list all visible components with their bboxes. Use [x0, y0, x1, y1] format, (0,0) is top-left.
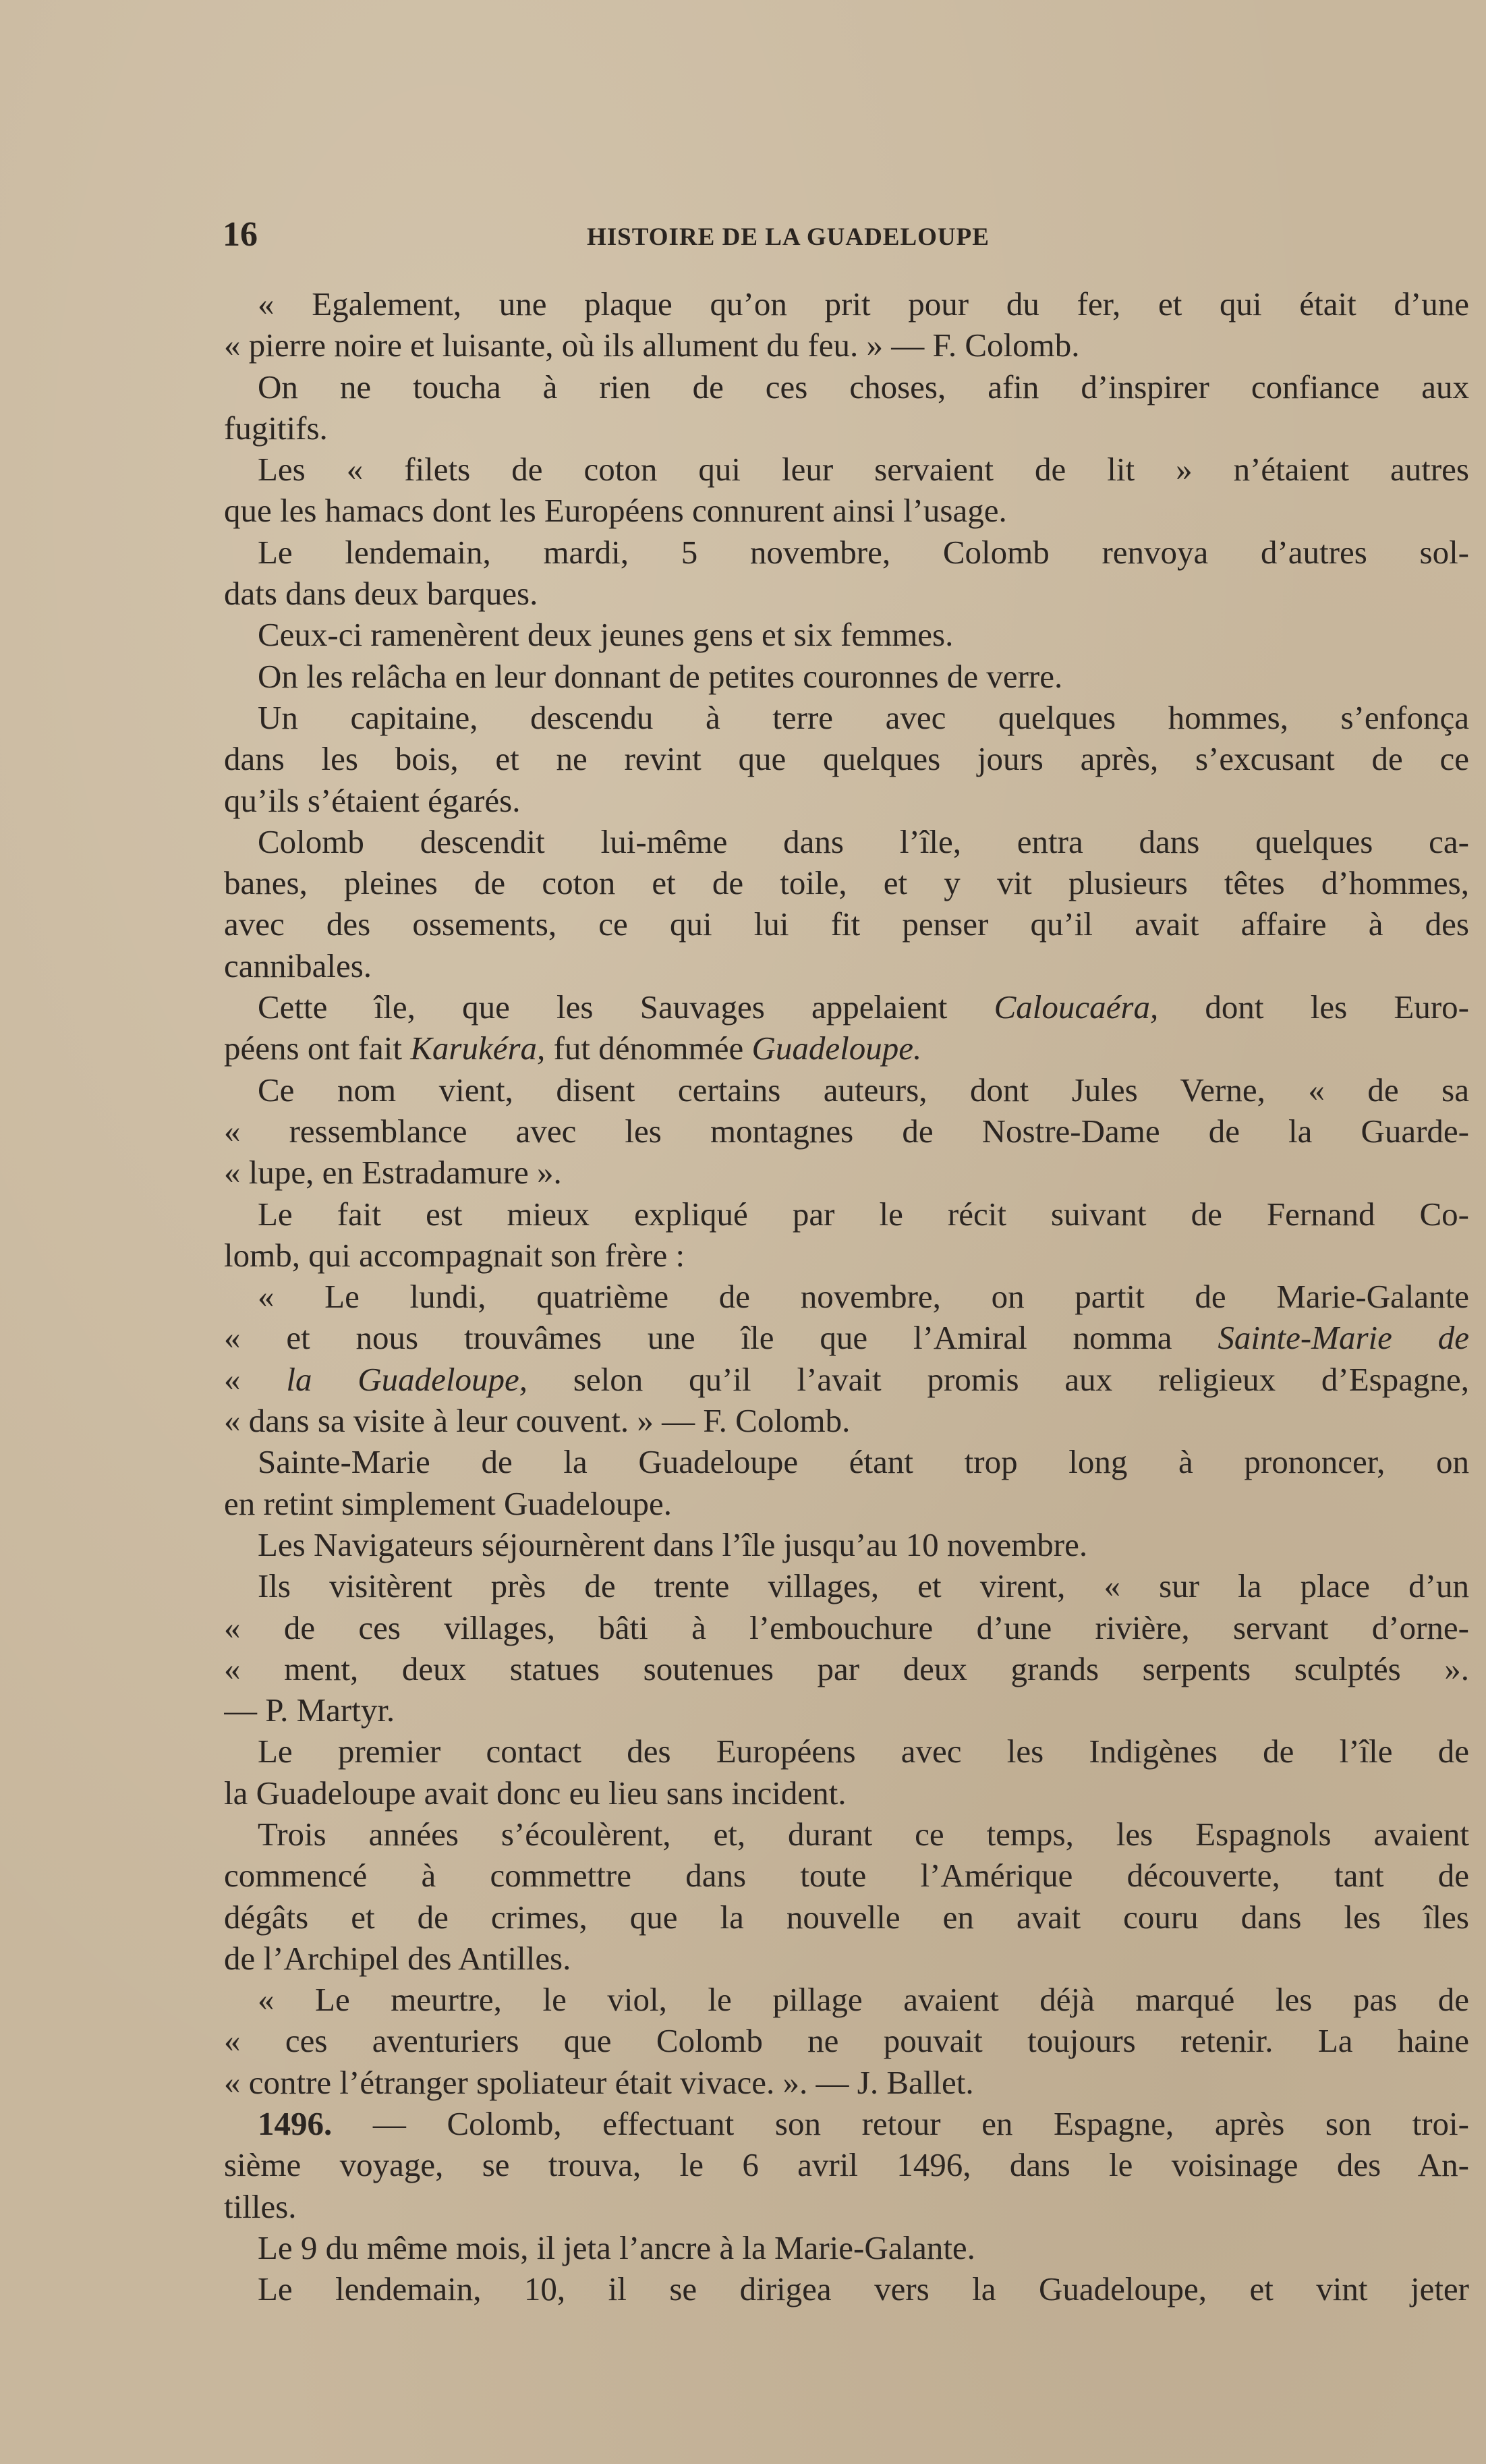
text-line [224, 1028, 1469, 1069]
text-line [224, 780, 1469, 821]
line-text: dats dans deux barques. [224, 575, 538, 613]
text-line [224, 1441, 1469, 1482]
text-line [224, 366, 1469, 408]
text-line [224, 1359, 1469, 1400]
text-line [224, 1069, 1469, 1111]
text-line [224, 1524, 1469, 1565]
text-line [224, 2186, 1469, 2227]
line-text: Un capitaine, descendu à terre avec quelques hommes, s’enfonça [258, 698, 1469, 736]
text-line [224, 903, 1469, 945]
line-text: dans les bois, et ne revint que quelques jours après, s’excusant de ce [224, 740, 1469, 778]
line-text: Les « filets de coton qui leur servaient de lit » n’étaient autres [258, 451, 1469, 488]
text-line [224, 1814, 1469, 1855]
text-line [224, 408, 1469, 449]
text-line [224, 2144, 1469, 2185]
line-text: Le lendemain, mardi, 5 novembre, Colomb renvoya d’autres sol- [258, 533, 1469, 571]
line-text: « et nous trouvâmes une île que l’Amiral nomma [224, 1319, 1218, 1357]
line-text: en retint simplement Guadeloupe. [224, 1484, 673, 1522]
text-line [224, 1276, 1469, 1317]
running-title: HISTOIRE DE LA GUADELOUPE [587, 223, 990, 251]
line-text: Ils visitèrent près de trente villages, et virent, « sur la place d’un [258, 1567, 1469, 1605]
text-line [224, 490, 1469, 531]
line-text: selon qu’il l’avait promis aux religieux d’Espagne, [527, 1360, 1469, 1398]
body-text [224, 283, 1469, 2310]
italic-term: la Guadeloupe, [286, 1360, 528, 1398]
line-text: lomb, qui accompagnait son frère : [224, 1236, 685, 1274]
text-line [224, 325, 1469, 366]
line-text: « Le lundi, quatrième de novembre, on partit de Marie-Galante [258, 1278, 1469, 1316]
text-line [224, 697, 1469, 738]
line-text: « pierre noire et luisante, où ils allument du feu. » — F. Colomb. [224, 327, 1080, 364]
italic-term: Caloucaéra, [994, 988, 1159, 1026]
line-text: que les hamacs dont les Européens connurent ainsi l’usage. [224, 492, 1007, 530]
text-line [224, 821, 1469, 862]
line-text: « contre l’étranger spoliateur était vivace. ». — J. Ballet. [224, 2063, 974, 2101]
line-text: qu’ils s’étaient égarés. [224, 781, 521, 819]
line-text: « ces aventuriers que Colomb ne pouvait toujours retenir. La haine [224, 2022, 1469, 2060]
line-text: banes, pleines de coton et de toile, et y vit plusieurs têtes d’hommes, [224, 864, 1469, 902]
text-line [224, 945, 1469, 986]
text-line [224, 2227, 1469, 2268]
line-text: avec des ossements, ce qui lui fit penser qu’il avait affaire à des [224, 905, 1469, 943]
line-text: de l’Archipel des Antilles. [224, 1939, 571, 1977]
text-line [224, 656, 1469, 697]
text-line [224, 1607, 1469, 1648]
text-line [224, 1317, 1469, 1358]
line-text: commencé à commettre dans toute l’Amérique découverte, tant de [224, 1857, 1469, 1895]
page-header [223, 215, 1467, 255]
line-text: fut dénommée [545, 1030, 752, 1067]
line-text: On ne toucha à rien de ces choses, afin d’inspirer confiance aux [258, 368, 1469, 405]
line-text: — P. Martyr. [224, 1691, 395, 1729]
page-number: 16 [223, 215, 258, 254]
line-text: Le premier contact des Européens avec les Indigènes de l’île de [258, 1733, 1469, 1770]
line-text: dégâts et de crimes, que la nouvelle en avait couru dans les îles [224, 1898, 1469, 1936]
text-line [224, 1235, 1469, 1276]
italic-term: Sainte-Marie de [1218, 1319, 1469, 1357]
text-line [224, 738, 1469, 779]
text-line [224, 1731, 1469, 1772]
line-text: sième voyage, se trouva, le 6 avril 1496, dans le voisinage des An- [224, 2146, 1469, 2184]
line-text: « lupe, en Estradamure ». [224, 1154, 562, 1192]
text-line [224, 573, 1469, 614]
text-line [224, 862, 1469, 903]
text-line [224, 1194, 1469, 1235]
line-text: « de ces villages, bâti à l’embouchure d’une rivière, servant d’orne- [224, 1608, 1469, 1646]
text-line [224, 1938, 1469, 1979]
text-line [224, 1648, 1469, 1689]
line-text: Sainte-Marie de la Guadeloupe étant trop long à prononcer, on [258, 1443, 1469, 1481]
line-text: tilles. [224, 2187, 297, 2225]
text-line [224, 1152, 1469, 1193]
text-line [224, 614, 1469, 655]
text-line [224, 1897, 1469, 1938]
line-text: — Colomb, effectuant son retour en Espagne, après son troi- [332, 2105, 1469, 2143]
text-line [224, 2020, 1469, 2061]
line-text: Ceux-ci ramenèrent deux jeunes gens et six femmes. [258, 616, 954, 654]
text-line [224, 1979, 1469, 2020]
line-text: dont les Euro- [1158, 988, 1469, 1026]
text-line [224, 1483, 1469, 1524]
line-text: fugitifs. [224, 409, 328, 447]
line-text: péens ont fait [224, 1030, 411, 1067]
italic-term: Karukéra, [410, 1030, 546, 1067]
text-line [224, 1400, 1469, 1441]
text-line [224, 986, 1469, 1028]
text-line [224, 1565, 1469, 1606]
text-line [224, 1689, 1469, 1731]
year-marker: 1496. [258, 2105, 333, 2143]
line-text: « Le meurtre, le viol, le pillage avaient déjà marqué les pas de [258, 1981, 1469, 2019]
line-text: Ce nom vient, disent certains auteurs, dont Jules Verne, « de sa [258, 1071, 1469, 1109]
line-text: « dans sa visite à leur couvent. » — F. Colomb. [224, 1402, 851, 1440]
line-text: Cette île, que les Sauvages appelaient [258, 988, 994, 1026]
text-line [224, 2062, 1469, 2103]
line-text: Colomb descendit lui-même dans l’île, entra dans quelques ca- [258, 822, 1469, 860]
line-text: « ment, deux statues soutenues par deux grands serpents sculptés ». [224, 1650, 1469, 1687]
line-text: « Egalement, une plaque qu’on prit pour du fer, et qui était d’une [258, 285, 1469, 323]
line-text: Trois années s’écoulèrent, et, durant ce temps, les Espagnols avaient [258, 1815, 1469, 1853]
line-text: Le fait est mieux expliqué par le récit suivant de Fernand Co- [258, 1195, 1469, 1233]
text-line [224, 1855, 1469, 1896]
text-line [224, 2103, 1469, 2144]
text-line [224, 1772, 1469, 1814]
line-text: On les relâcha en leur donnant de petites couronnes de verre. [258, 657, 1063, 695]
text-line [224, 1111, 1469, 1152]
line-text: la Guadeloupe avait donc eu lieu sans incident. [224, 1774, 847, 1812]
line-text: « [224, 1360, 287, 1398]
italic-term: Guadeloupe. [751, 1030, 922, 1067]
line-text: cannibales. [224, 947, 372, 984]
text-line [224, 2268, 1469, 2309]
line-text: Le lendemain, 10, il se dirigea vers la Guadeloupe, et vint jeter [258, 2270, 1469, 2308]
line-text: Le 9 du même mois, il jeta l’ancre à la Marie-Galante. [258, 2229, 975, 2266]
text-line [224, 283, 1469, 325]
line-text: « ressemblance avec les montagnes de Nostre-Dame de la Guarde- [224, 1112, 1469, 1150]
line-text: Les Navigateurs séjournèrent dans l’île jusqu’au 10 novembre. [258, 1525, 1088, 1563]
text-line [224, 449, 1469, 490]
text-line [224, 532, 1469, 573]
